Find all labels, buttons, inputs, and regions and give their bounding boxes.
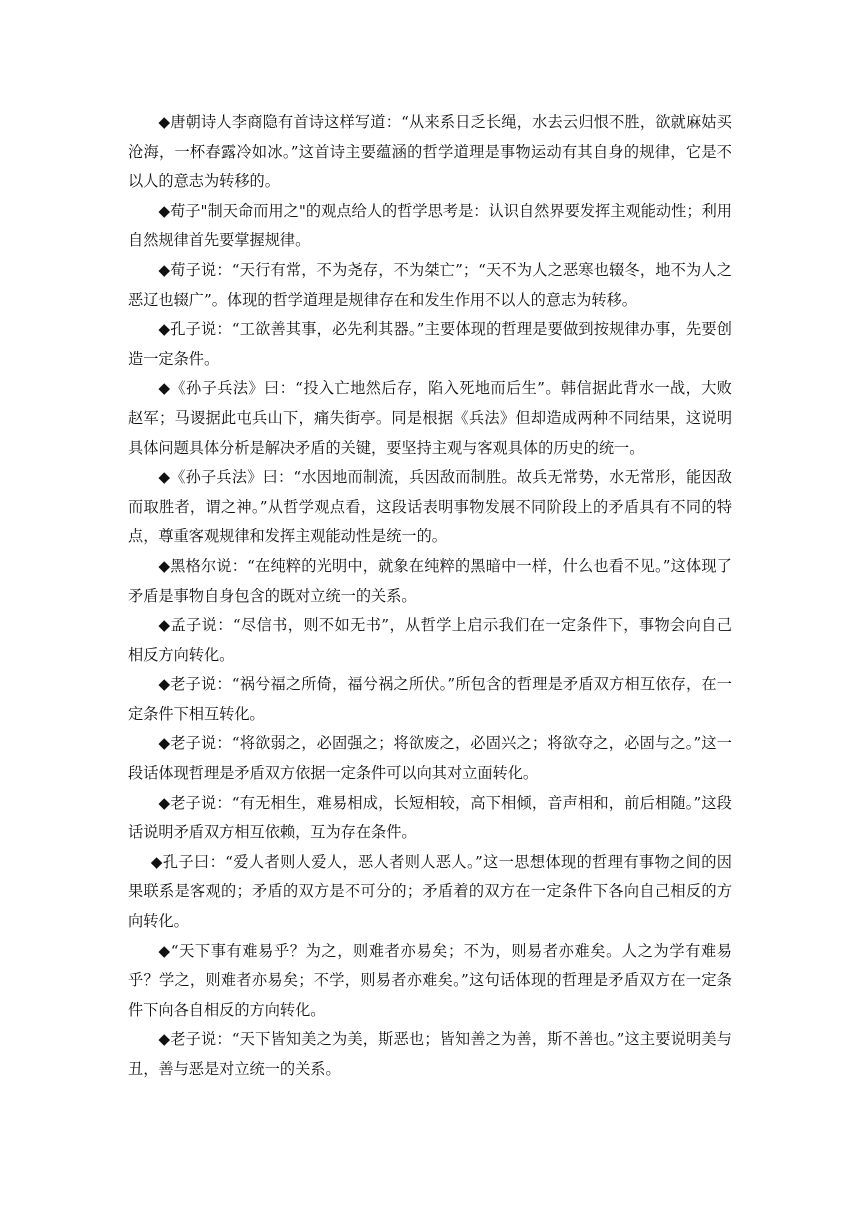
paragraph: ◆“天下事有难易乎？为之，则难者亦易矣；不为，则易者亦难矣。人之为学有难易乎？学之，则难者亦易矣；不学，则易者亦难矣。”这句话体现的哲理是矛盾双方在一定条件下向各自相反的方向转化。 [128,941,732,1019]
paragraph: ◆孔子曰：“爱人者则人爱人，恶人者则人恶人。”这一思想体现的哲理有事物之间的因果联系是客观的；矛盾的双方是不可分的；矛盾着的双方在一定条件下各向自己相反的方向转化。 [128,852,732,931]
paragraph: ◆黑格尔说：“在纯粹的光明中，就象在纯粹的黑暗中一样，什么也看不见。”这体现了矛盾是事物自身包含的既对立统一的关系。 [128,556,732,605]
paragraph: ◆老子说：“将欲弱之，必固强之；将欲废之，必固兴之；将欲夺之，必固与之。”这一段话体现哲理是矛盾双方依据一定条件可以向其对立面转化。 [128,734,732,783]
paragraph: ◆《孙子兵法》曰：“水因地而制流，兵因敌而制胜。故兵无常势，水无常形，能因敌而取胜者，谓之神。”从哲学观点看，这段话表明事物发展不同阶段上的矛盾具有不同的特点，尊重客观规律和发挥主观能动性是统一的。 [128,468,732,546]
document-body [128,108,732,1085]
paragraph: ◆老子说：“祸兮福之所倚，福兮祸之所伏。”所包含的哲理是矛盾双方相互依存，在一定条件下相互转化。 [128,675,732,723]
paragraph: ◆孟子说：“尽信书，则不如无书”，从哲学上启示我们在一定条件下，事物会向自己相反方向转化。 [128,616,732,664]
paragraph: ◆孔子说：“工欲善其事，必先利其器。”主要体现的哲理是要做到按规律办事，先要创造一定条件。 [128,320,732,368]
paragraph: ◆荀子"制天命而用之"的观点给人的哲学思考是：认识自然界要发挥主观能动性；利用自然规律首先要掌握规律。 [128,201,732,250]
paragraph: ◆老子说：“有无相生，难易相成，长短相较，高下相倾，音声相和，前后相随。”这段话说明矛盾双方相互依赖，互为存在条件。 [128,793,732,842]
paragraph: ◆唐朝诗人李商隐有首诗这样写道：“从来系日乏长绳，水去云归恨不胜，欲就麻姑买沧海，一杯春露冷如冰。”这首诗主要蕴涵的哲学道理是事物运动有其自身的规律，它是不以人的意志为转移的。 [128,113,732,191]
paragraph: ◆《孙子兵法》曰：“投入亡地然后存，陷入死地而后生”。韩信据此背水一战，大败赵军；马谡据此屯兵山下，痛失街亭。同是根据《兵法》但却造成两种不同结果，这说明具体问题具体分析是解决矛盾的关键，要坚持主观与客观具体的历史的统一。 [128,379,732,457]
paragraph: ◆老子说：“天下皆知美之为美，斯恶也；皆知善之为善，斯不善也。”这主要说明美与丑，善与恶是对立统一的关系。 [128,1030,732,1078]
paragraph: ◆荀子说：“天行有常，不为尧存，不为桀亡”；“天不为人之恶寒也辍冬，地不为人之恶辽也辍广”。体现的哲学道理是规律存在和发生作用不以人的意志为转移。 [128,260,732,309]
